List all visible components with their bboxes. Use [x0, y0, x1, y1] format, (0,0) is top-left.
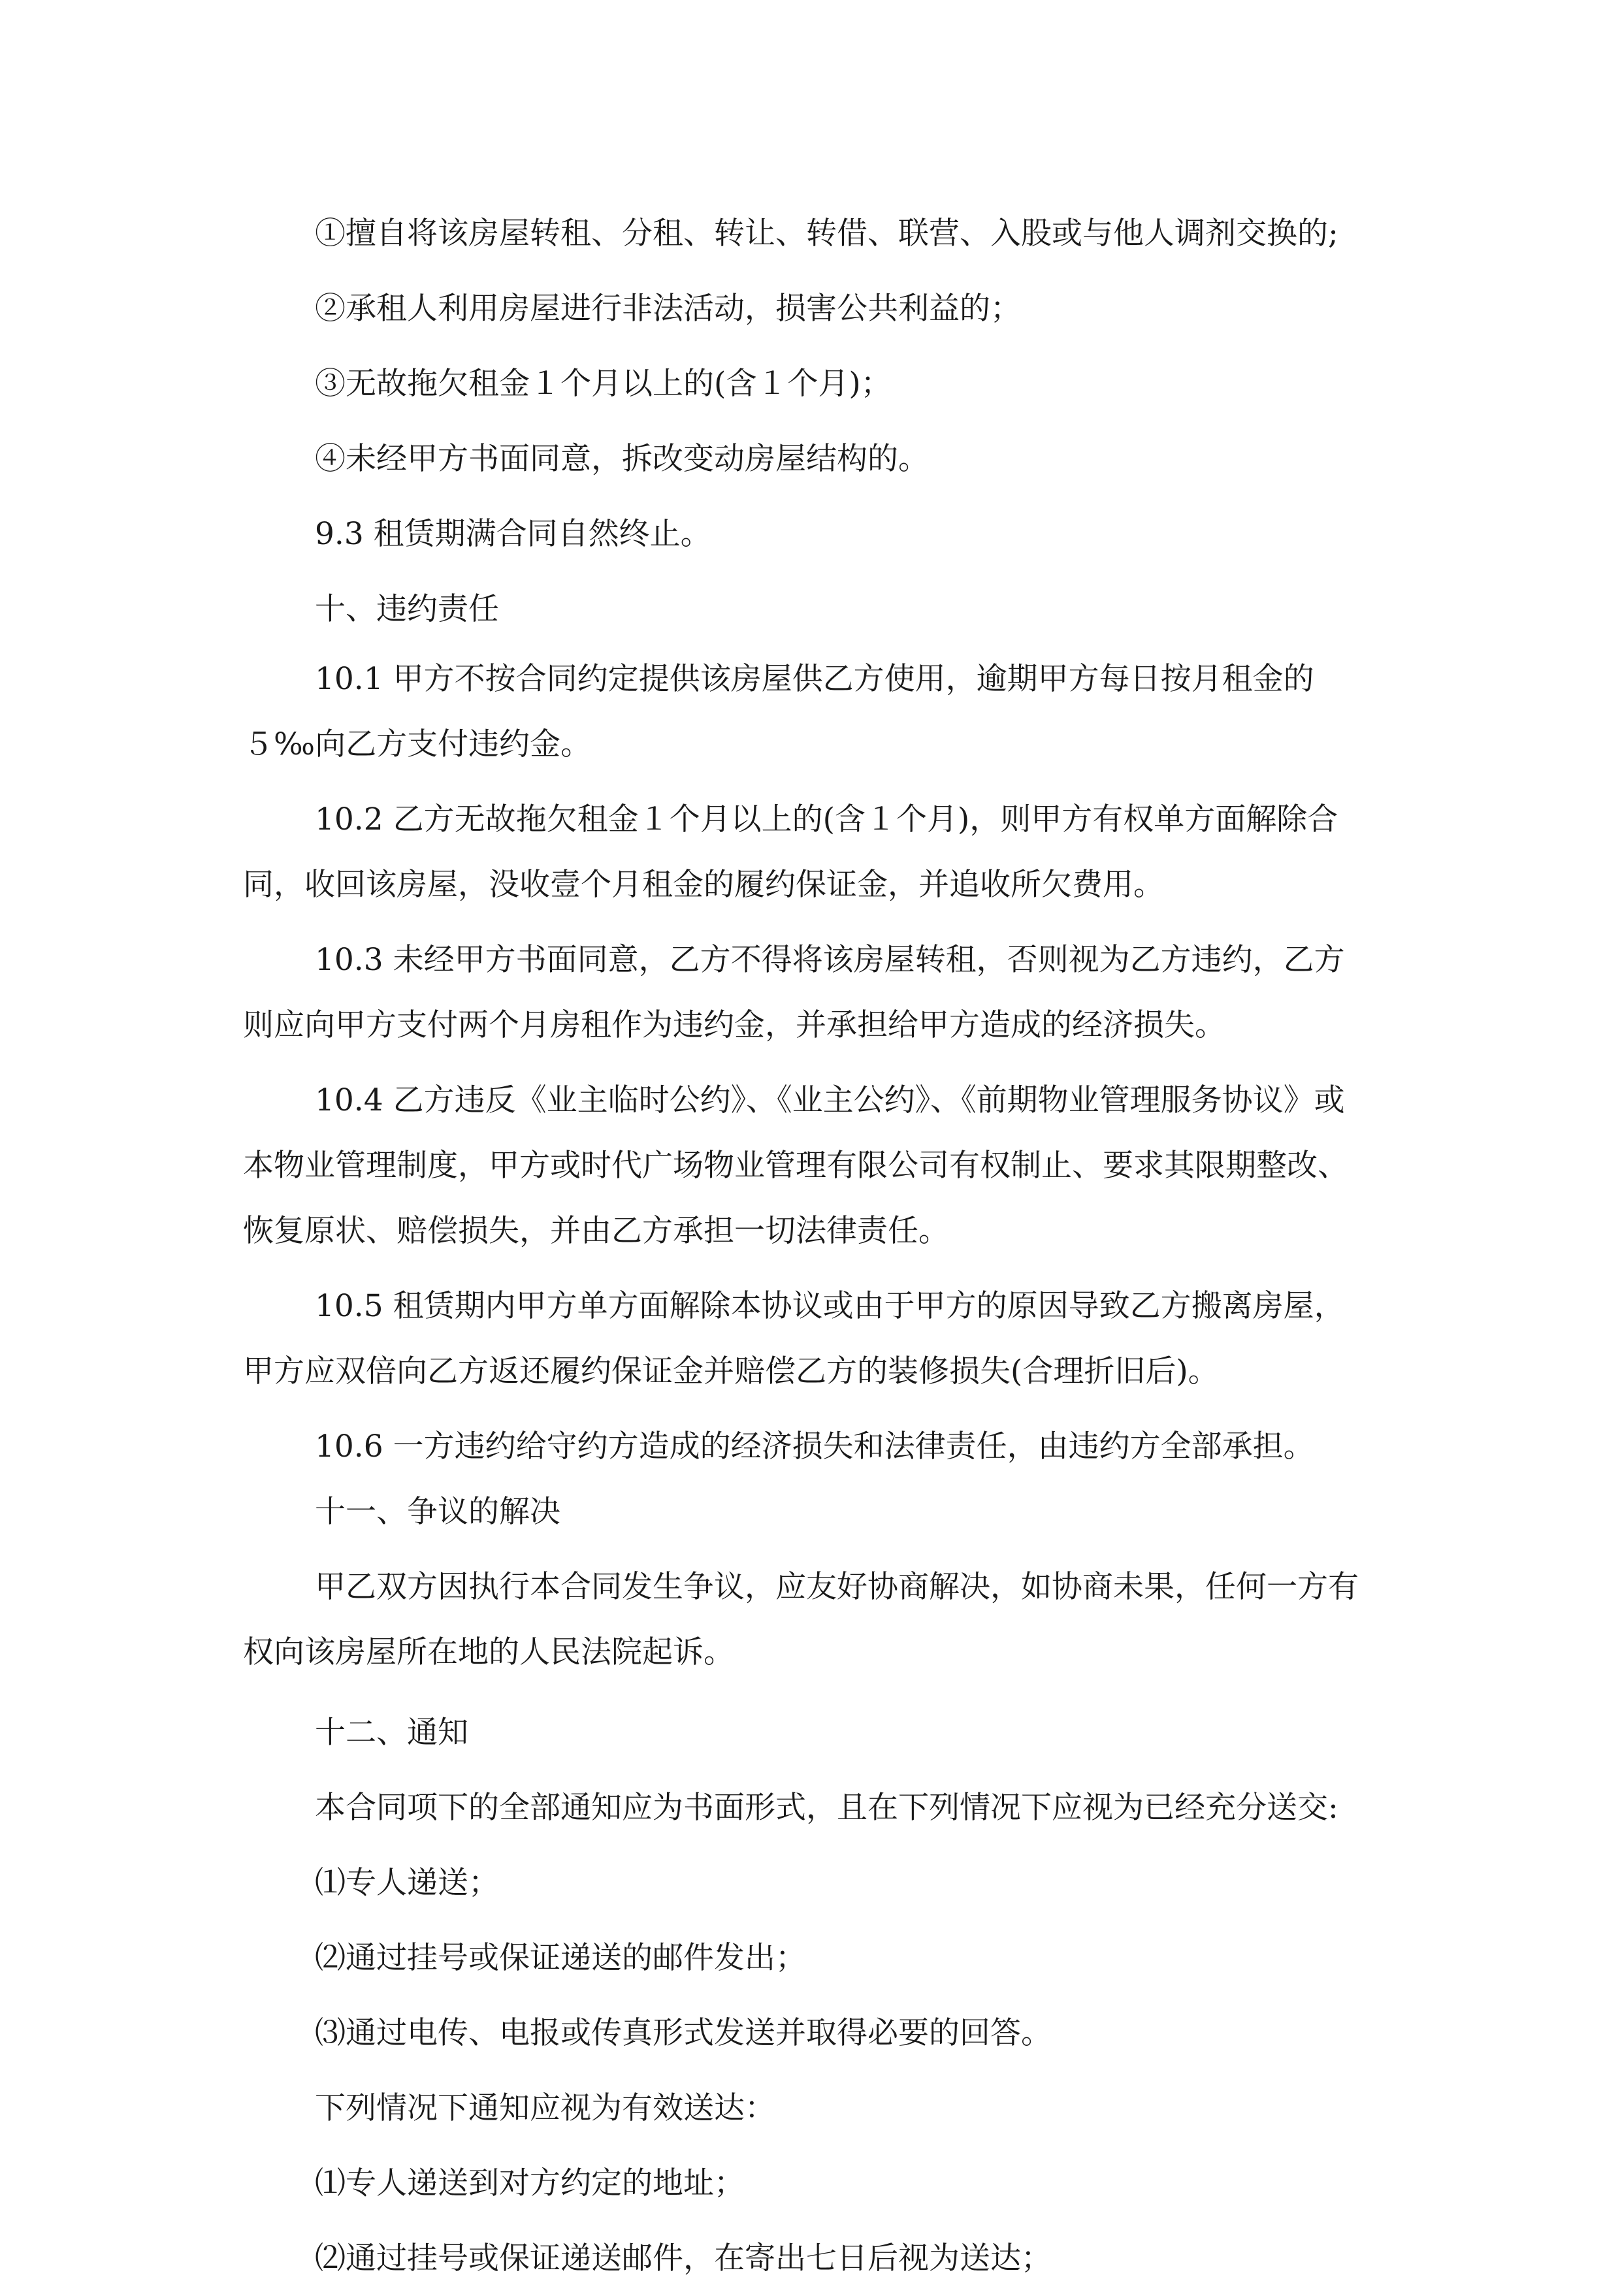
- notice-method-3: ⑶通过电传、电报或传真形式发送并取得必要的回答。: [315, 2015, 1052, 2051]
- clause-10-5: 10.5 租赁期内甲方单方面解除本协议或由于甲方的原因导致乙方搬离房屋，甲方应双倍向乙方返还履约保证金并赔偿乙方的装修损失(合理折旧后)。: [243, 1288, 1345, 1389]
- clause-10-6: 10.6 一方违约给守约方造成的经济损失和法律责任，由违约方全部承担。: [315, 1429, 1314, 1464]
- effective-delivery-intro: 下列情况下通知应视为有效送达：: [315, 2090, 775, 2126]
- clause-item-4: ④未经甲方书面同意，拆改变动房屋结构的。: [315, 441, 929, 477]
- clause-10-3: 10.3 未经甲方书面同意，乙方不得将该房屋转租，否则视为乙方违约，乙方则应向甲方支付两个月房租作为违约金，并承担给甲方造成的经济损失。: [243, 942, 1345, 1043]
- clause-10-2: 10.2 乙方无故拖欠租金１个月以上的(含１个月)，则甲方有权单方面解除合同，收回该房屋，没收壹个月租金的履约保证金，并追收所欠费用。: [243, 801, 1338, 903]
- clause-item-1: ①擅自将该房屋转租、分租、转让、转借、联营、入股或与他人调剂交换的;: [315, 216, 1338, 251]
- notice-method-2: ⑵通过挂号或保证递送的邮件发出；: [315, 1940, 806, 1976]
- notice-intro: 本合同项下的全部通知应为书面形式，且在下列情况下应视为已经充分送交:: [315, 1790, 1338, 1826]
- clause-item-3: ③无故拖欠租金１个月以上的(含１个月)；: [315, 366, 892, 402]
- document-body: [243, 196, 1367, 2296]
- section-heading-10: 十、违约责任: [315, 591, 499, 627]
- effective-delivery-1: ⑴专人递送到对方约定的地址；: [315, 2165, 745, 2201]
- section-heading-11: 十一、争议的解决: [315, 1494, 560, 1530]
- dispute-resolution-text: 甲乙双方因执行本合同发生争议，应友好协商解决，如协商未果，任何一方有权向该房屋所在地的人民法院起诉。: [243, 1569, 1359, 1670]
- clause-10-1: 10.1 甲方不按合同约定提供该房屋供乙方使用，逾期甲方每日按月租金的５‰向乙方支付违约金。: [243, 661, 1314, 762]
- section-heading-12: 十二、通知: [315, 1715, 468, 1751]
- effective-delivery-2: ⑵通过挂号或保证递送邮件，在寄出七日后视为送达；: [315, 2240, 1052, 2276]
- clause-item-2: ②承租人利用房屋进行非法活动，损害公共利益的；: [315, 291, 1021, 327]
- notice-method-1: ⑴专人递送；: [315, 1865, 499, 1901]
- clause-9-3: 9.3 租赁期满合同自然终止。: [315, 516, 711, 552]
- clause-10-4: 10.4 乙方违反《业主临时公约》、《业主公约》、《前期物业管理服务协议》或本物业管理制度，甲方或时代广场物业管理有限公司有权制止、要求其限期整改、恢复原状、赔偿损失，并由乙方承担一切法律责任。: [243, 1082, 1348, 1249]
